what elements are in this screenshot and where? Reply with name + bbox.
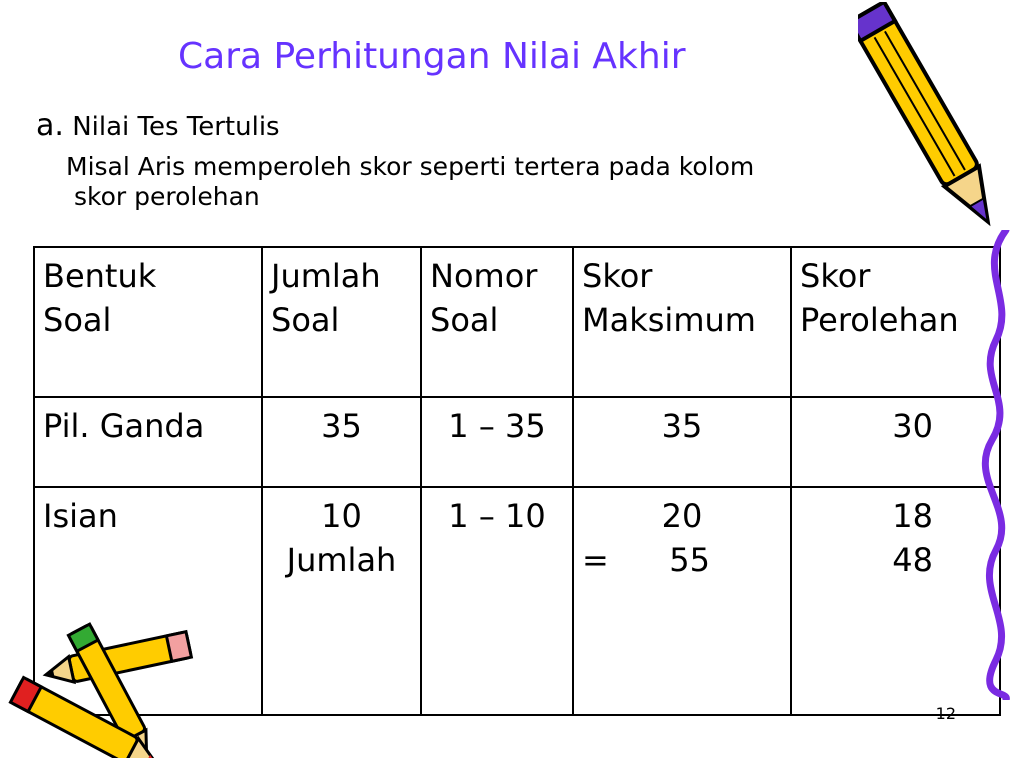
description-line-1: Misal Aris memperoleh skor seperti tertera pada kolom	[66, 152, 755, 181]
cell-skor-maksimum: 35	[573, 397, 791, 487]
section-subtitle	[36, 108, 280, 143]
total-maksimum-value: 55	[669, 541, 710, 579]
cell-skor-maksimum	[573, 487, 791, 715]
cell-bentuk: Isian	[34, 487, 262, 715]
header-text: Soal	[271, 301, 340, 339]
cell-jumlah	[262, 487, 421, 715]
header-text: Jumlah	[271, 257, 381, 295]
perolehan-value: 18	[892, 497, 933, 535]
crossed-pencils-icon	[0, 618, 210, 758]
header-text: Skor	[582, 257, 653, 295]
list-marker: a.	[36, 108, 64, 143]
pencil-icon	[858, 2, 998, 242]
header-text: Soal	[430, 301, 499, 339]
maks-value: 20	[661, 497, 703, 535]
cell-skor-perolehan: 30	[791, 397, 1000, 487]
subtitle-text: Nilai Tes Tertulis	[72, 112, 280, 142]
header-text: Bentuk	[43, 257, 157, 295]
header-text: Soal	[43, 301, 112, 339]
total-perolehan-value: 48	[892, 541, 933, 579]
header-text: Perolehan	[800, 301, 959, 339]
cell-jumlah: 35	[262, 397, 421, 487]
header-bentuk-soal	[34, 247, 262, 397]
table-header-row	[34, 247, 1000, 397]
header-skor-maksimum	[573, 247, 791, 397]
cell-bentuk: Pil. Ganda	[34, 397, 262, 487]
header-nomor-soal	[421, 247, 573, 397]
description	[66, 152, 754, 212]
header-text: Nomor	[430, 257, 538, 295]
cell-nomor: 1 – 35	[421, 397, 573, 487]
header-text: Skor	[800, 257, 871, 295]
jumlah-value: 10	[321, 497, 362, 535]
description-line-2: skor perolehan	[74, 182, 260, 211]
header-jumlah-soal	[262, 247, 421, 397]
cell-nomor: 1 – 10	[421, 487, 573, 715]
purple-squiggle-line	[966, 230, 1022, 700]
slide-title: Cara Perhitungan Nilai Akhir	[178, 36, 686, 77]
header-text: Maksimum	[582, 301, 756, 339]
table-row-pilihan-ganda	[34, 397, 1000, 487]
slide-number: 12	[935, 704, 956, 723]
jumlah-total-label: Jumlah	[286, 541, 397, 579]
equals-sign: =	[582, 541, 609, 579]
total-maksimum	[582, 538, 782, 582]
